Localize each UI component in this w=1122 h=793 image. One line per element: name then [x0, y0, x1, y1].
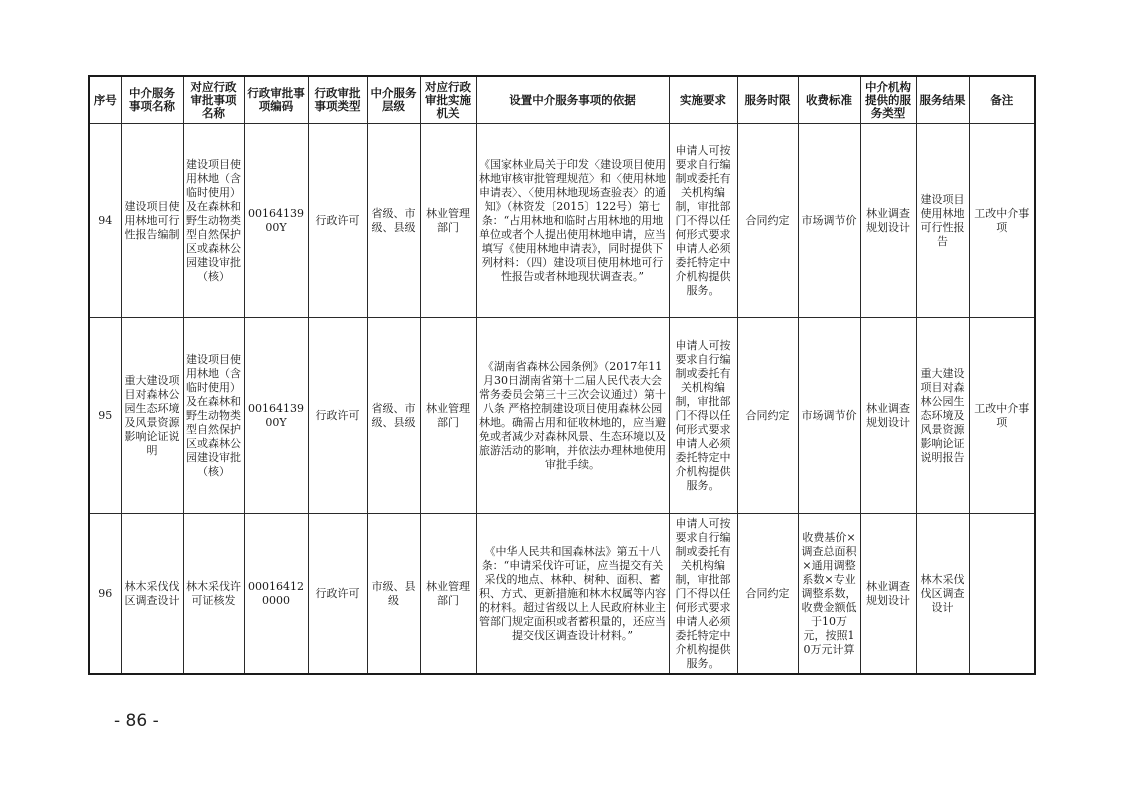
cell-service-level: 市级、县级: [367, 514, 420, 675]
cell-service-type: 林业调查规划设计: [860, 124, 916, 318]
cell-agency: 林业管理部门: [420, 514, 476, 675]
cell-service-name: 建设项目使用林地可行性报告编制: [121, 124, 183, 318]
header-service-level: 中介服务层级: [367, 76, 420, 124]
cell-remark: 工改中介事项: [969, 318, 1035, 514]
header-no: 序号: [89, 76, 121, 124]
cell-approval-code: 0016413900Y: [244, 124, 308, 318]
cell-approval-name: 林木采伐许可证核发: [183, 514, 244, 675]
cell-remark: [969, 514, 1035, 675]
table-header-row: [89, 76, 1035, 124]
cell-requirement: 申请人可按要求自行编制或委托有关机构编制，审批部门不得以任何形式要求申请人必须委托特定中介机构提供服务。: [669, 514, 737, 675]
cell-agency: 林业管理部门: [420, 318, 476, 514]
cell-fee-standard: 收费基价×调查总面积×通用调整系数×专业调整系数，收费金额低于10万元，按照10万元计算: [798, 514, 860, 675]
cell-service-type: 林业调查规划设计: [860, 318, 916, 514]
cell-requirement: 申请人可按要求自行编制或委托有关机构编制，审批部门不得以任何形式要求申请人必须委托特定中介机构提供服务。: [669, 124, 737, 318]
header-agency: 对应行政审批实施机关: [420, 76, 476, 124]
cell-result: 建设项目使用林地可行性报告: [916, 124, 969, 318]
cell-fee-standard: 市场调节价: [798, 124, 860, 318]
cell-requirement: 申请人可按要求自行编制或委托有关机构编制，审批部门不得以任何形式要求申请人必须委托特定中介机构提供服务。: [669, 318, 737, 514]
cell-time-limit: 合同约定: [737, 514, 798, 675]
cell-approval-name: 建设项目使用林地（含临时使用）及在森林和野生动物类型自然保护区或森林公园建设审批（核）: [183, 318, 244, 514]
intermediary-services-table: [88, 75, 1036, 675]
cell-result: 林木采伐伐区调查设计: [916, 514, 969, 675]
header-requirement: 实施要求: [669, 76, 737, 124]
table-row: [89, 124, 1035, 318]
cell-service-level: 省级、市级、县级: [367, 124, 420, 318]
cell-basis: 《中华人民共和国森林法》第五十八条：“申请采伐许可证，应当提交有关采伐的地点、林种、树种、面积、蓄积、方式、更新措施和林木权属等内容的材料。超过省级以上人民政府林业主管部门规定面积或者蓄积量的，还应当提交伐区调查设计材料。”: [476, 514, 669, 675]
header-service-name: 中介服务事项名称: [121, 76, 183, 124]
cell-no: 96: [89, 514, 121, 675]
cell-approval-type: 行政许可: [308, 318, 367, 514]
cell-no: 95: [89, 318, 121, 514]
cell-fee-standard: 市场调节价: [798, 318, 860, 514]
cell-approval-code: 0016413900Y: [244, 318, 308, 514]
header-basis: 设置中介服务事项的依据: [476, 76, 669, 124]
header-service-type: 中介机构提供的服务类型: [860, 76, 916, 124]
cell-remark: 工改中介事项: [969, 124, 1035, 318]
cell-service-type: 林业调查规划设计: [860, 514, 916, 675]
cell-no: 94: [89, 124, 121, 318]
cell-service-name: 林木采伐伐区调查设计: [121, 514, 183, 675]
cell-service-name: 重大建设项目对森林公园生态环境及风景资源影响论证说明: [121, 318, 183, 514]
cell-approval-code: 000164120000: [244, 514, 308, 675]
header-remark: 备注: [969, 76, 1035, 124]
table-row: [89, 318, 1035, 514]
page-number: - 86 -: [114, 711, 159, 731]
header-time-limit: 服务时限: [737, 76, 798, 124]
cell-time-limit: 合同约定: [737, 318, 798, 514]
header-result: 服务结果: [916, 76, 969, 124]
cell-service-level: 省级、市级、县级: [367, 318, 420, 514]
cell-approval-type: 行政许可: [308, 124, 367, 318]
header-fee-standard: 收费标准: [798, 76, 860, 124]
table-row: [89, 514, 1035, 675]
cell-approval-type: 行政许可: [308, 514, 367, 675]
cell-time-limit: 合同约定: [737, 124, 798, 318]
header-approval-type: 行政审批事项类型: [308, 76, 367, 124]
cell-result: 重大建设项目对森林公园生态环境及风景资源影响论证说明报告: [916, 318, 969, 514]
cell-basis: 《国家林业局关于印发〈建设项目使用林地审核审批管理规范〉和〈使用林地申请表〉、〈使用林地现场查验表〉的通知》（林资发〔2015〕122号）第七条：“占用林地和临时占用林地的用地单位或者个人提出使用林地申请，应当填写《使用林地申请表》，同时提供下列材料：（四）建设项目使用林地可行性报告或者林地现状调查表。”: [476, 124, 669, 318]
cell-basis: 《湖南省森林公园条例》（2017年11月30日湖南省第十二届人民代表大会常务委员会第三十三次会议通过）第十八条 严格控制建设项目使用森林公园林地。确需占用和征收林地的，应当避免或者减少对森林风景、生态环境以及旅游活动的影响，并依法办理林地使用审批手续。: [476, 318, 669, 514]
cell-agency: 林业管理部门: [420, 124, 476, 318]
header-approval-code: 行政审批事项编码: [244, 76, 308, 124]
cell-approval-name: 建设项目使用林地（含临时使用）及在森林和野生动物类型自然保护区或森林公园建设审批（核）: [183, 124, 244, 318]
header-approval-name: 对应行政审批事项名称: [183, 76, 244, 124]
